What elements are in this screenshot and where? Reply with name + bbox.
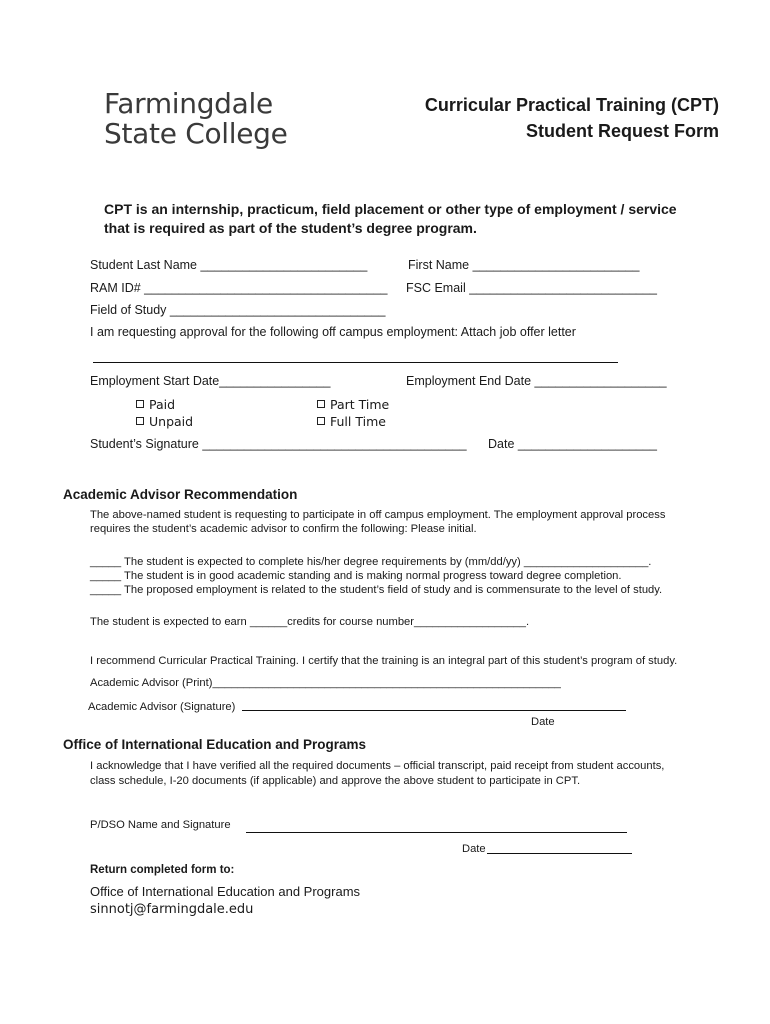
first-name-field[interactable]: First Name ________________________ <box>408 258 640 272</box>
employment-end-date-field[interactable]: Employment End Date ___________________ <box>406 374 667 388</box>
return-form-label: Return completed form to: <box>90 864 235 876</box>
student-signature-field[interactable]: Student’s Signature ______________________________________ <box>90 437 467 451</box>
option-part-time-label: Part Time <box>330 397 390 412</box>
field-of-study-field[interactable]: Field of Study _______________________________ <box>90 303 386 317</box>
student-last-name-field[interactable]: Student Last Name ________________________ <box>90 258 368 272</box>
advisor-initial-item-1[interactable]: _____ The student is expected to complete his/her degree requirements by (mm/dd/yy) ____________________. <box>90 556 652 568</box>
oie-paragraph-line-2: class schedule, I-20 documents (if applicable) and approve the above student to participate in CPT. <box>90 774 581 787</box>
employment-request-text: I am requesting approval for the following off campus employment: Attach job offer letter <box>90 325 576 339</box>
logo-line-1: Farmingdale <box>104 87 273 120</box>
form-title-line-1: Curricular Practical Training (CPT) <box>424 95 719 115</box>
checkbox-icon[interactable] <box>317 417 325 425</box>
option-part-time[interactable] <box>317 397 389 412</box>
oie-date-label: Date <box>462 843 486 855</box>
advisor-paragraph <box>90 508 665 536</box>
advisor-initial-item-2[interactable]: _____ The student is in good academic standing and is making normal progress toward degree completion. <box>90 570 622 582</box>
checkbox-icon[interactable] <box>136 400 144 408</box>
advisor-section-heading: Academic Advisor Recommendation <box>63 487 298 502</box>
oie-paragraph-line-1: I acknowledge that I have verified all the required documents – official transcript, paid receipt from student accounts, <box>90 760 665 772</box>
form-title-line-2: Student Request Form <box>525 121 719 141</box>
option-full-time-label: Full Time <box>330 414 386 429</box>
advisor-paragraph-line-2: requires the student’s academic advisor to confirm the following: Please initial. <box>90 523 477 535</box>
checkbox-icon[interactable] <box>317 400 325 408</box>
return-office-name: Office of International Education and Programs <box>90 884 361 899</box>
option-full-time[interactable] <box>317 414 386 429</box>
option-paid[interactable] <box>136 397 175 412</box>
pdso-signature-line[interactable] <box>246 832 627 833</box>
employment-start-date-field[interactable]: Employment Start Date________________ <box>90 374 331 388</box>
cpt-definition-line-2: that is required as part of the student’s degree program. <box>104 220 477 236</box>
oie-section-heading: Office of International Education and Programs <box>63 737 367 752</box>
employment-description-line[interactable] <box>93 362 618 363</box>
advisor-signature-line[interactable] <box>242 710 626 711</box>
pdso-name-label: P/DSO Name and Signature <box>90 819 231 831</box>
advisor-initial-item-3[interactable]: _____ The proposed employment is related to the student’s field of study and is commensurate to the level of study. <box>90 584 663 596</box>
credits-field[interactable]: The student is expected to earn ______credits for course number__________________. <box>90 616 530 628</box>
checkbox-icon[interactable] <box>136 417 144 425</box>
advisor-print-name-field[interactable]: Academic Advisor (Print)________________________________________________________ <box>90 677 561 689</box>
advisor-signature-label: Academic Advisor (Signature) <box>88 701 236 713</box>
logo-line-2: State College <box>104 117 288 150</box>
option-paid-label: Paid <box>149 397 176 412</box>
advisor-initial-list <box>90 555 662 597</box>
return-email[interactable]: sinnotj@farmingdale.edu <box>90 902 254 917</box>
ram-id-field[interactable]: RAM ID# ___________________________________ <box>90 281 388 295</box>
advisor-recommendation-text: I recommend Curricular Practical Training. I certify that the training is an integral part of this student’s program of study. <box>90 655 678 667</box>
oie-paragraph <box>90 759 664 788</box>
college-logo <box>104 89 288 149</box>
option-unpaid-label: Unpaid <box>149 414 194 429</box>
option-unpaid[interactable] <box>136 414 193 429</box>
student-date-field[interactable]: Date ____________________ <box>488 437 657 451</box>
oie-date-line[interactable] <box>487 853 632 854</box>
cpt-definition-line-1: CPT is an internship, practicum, field placement or other type of employment / service <box>104 201 677 217</box>
advisor-date-label: Date <box>531 716 555 728</box>
form-title <box>425 92 719 144</box>
fsc-email-field[interactable]: FSC Email ___________________________ <box>406 281 657 295</box>
cpt-definition <box>104 200 677 238</box>
advisor-paragraph-line-1: The above-named student is requesting to participate in off campus employment. The employment approval process <box>90 509 666 521</box>
